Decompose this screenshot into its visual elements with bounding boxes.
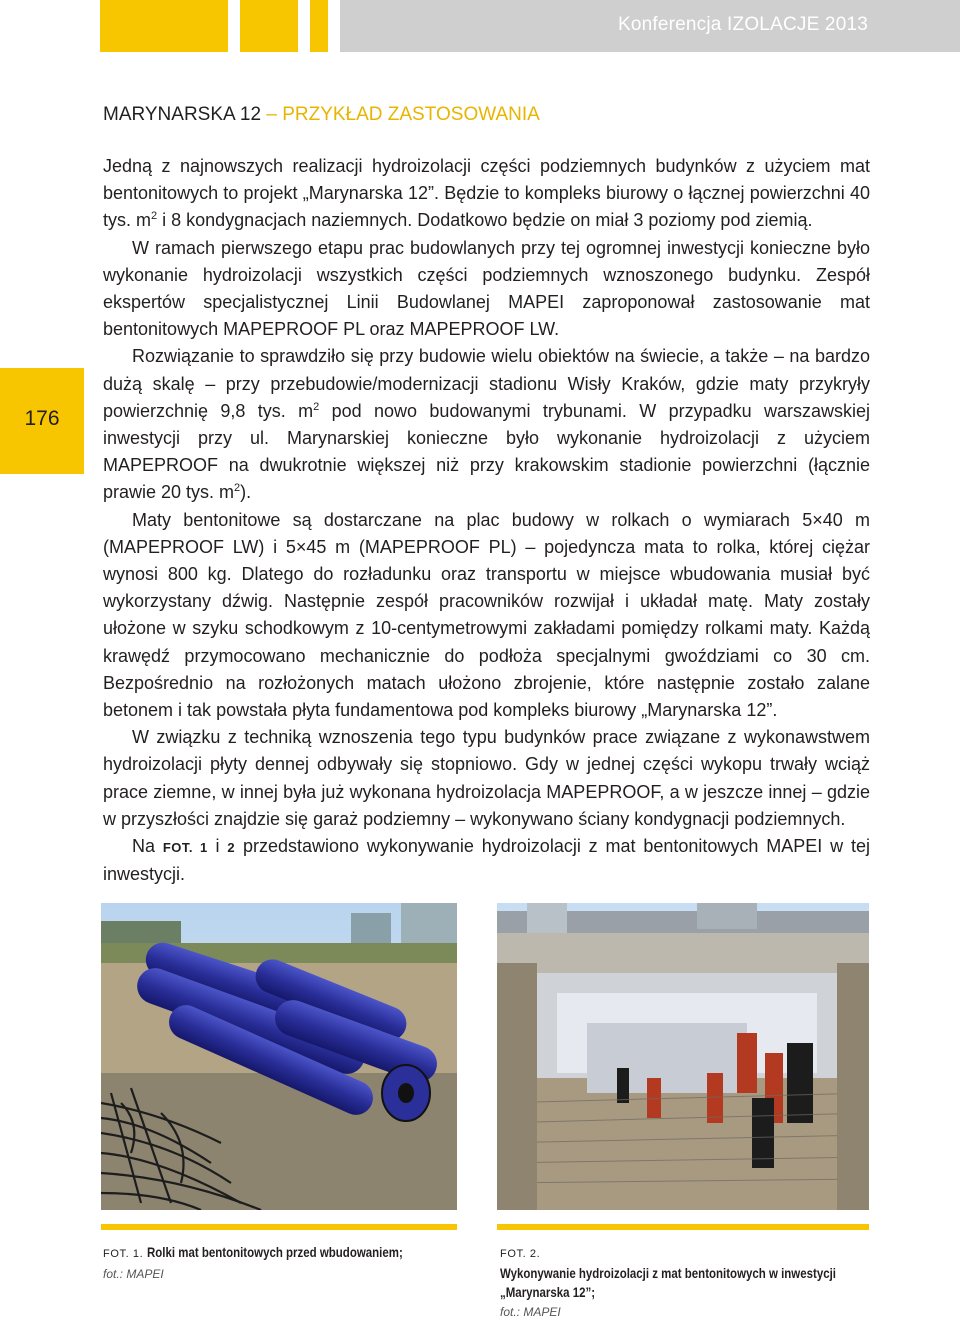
section-title-dash: –: [261, 104, 283, 125]
paragraph-4: Maty bentonitowe są dostarczane na plac budowy w rolkach o wymiarach 5×40 m (MAPEPROOF LW) i 5×45 m (MAPEPROOF PL) – pojedyncza mata to rolka, której ciężar wynosi 800 kg. Dlatego do rozładunku oraz transportu w miejsce wbudowania musiał być wykorzystany dźwig. Następnie zespół pracowników rozwijał i układał matę. Maty zostały ułożone w szyku schodkowym z 10-centymetrowymi zakładami pomiędzy rolkami maty. Każdą krawędź przymocowano mechanicznie do podłoża specjalnymi gwoździami co 30 cm. Bezpośrednio na rozłożonych matach ułożono zbrojenie, które następnie zostało zalane betonem i tak powstała płyta fundamentowa pod kompleks biurowy „Marynarska 12”.: [103, 509, 870, 721]
paragraph-text: ).: [240, 482, 252, 503]
figure-reference: FOT. 1: [162, 840, 208, 856]
paragraph-text: Jedną z najnowszych realizacji hydroizolacji części podziemnych budynków z użyciem mat bentonitowych to projekt „Marynarska 12”. Będzie to kompleks biurowy o łącznej powierzchni 40 tys. m: [103, 156, 870, 231]
photo-caption-2: [500, 1243, 880, 1322]
paragraph-5: W związku z techniką wznoszenia tego typu budynków prace związane z wykonawstwem hydroizolacji płyty dennej odbywały się stopniowo. Gdy w jednej części wykopu trwały wciąż prace ziemne, w innej była już wykonana hydroizolacja MAPEPROOF, a w jeszcze innej – gdzie w przyszłości znajdzie się garaż podziemny – wykonywano ściany kondygnacji podziemnych.: [103, 727, 870, 829]
caption-credit: fot.: MAPEI: [103, 1267, 164, 1281]
article-body: [103, 153, 870, 888]
section-title-sub: PRZYKŁAD ZASTOSOWANIA: [282, 104, 540, 125]
superscript: 2: [151, 210, 158, 223]
caption-text: Wykonywanie hydroizolacji z mat bentonitowych w inwestycji „Marynarska 12”;: [500, 1265, 836, 1300]
caption-label: FOT. 2.: [500, 1248, 541, 1260]
paragraph-text: i 8 kondygnacjach naziemnych. Dodatkowo będzie on miał 3 poziomy pod ziemią.: [157, 210, 813, 231]
header-accent-bar: [240, 0, 298, 52]
photo-construction-site: [497, 903, 869, 1210]
paragraph-text: Na: [132, 836, 163, 857]
paragraph-3: [103, 343, 870, 506]
paragraph-text: i: [207, 836, 228, 857]
caption-rule: [101, 1224, 457, 1230]
paragraph-text: Rozwiązanie to sprawdziło się przy budowie wielu obiektów na świecie, a także – na bardzo dużą skalę – przy przebudowie/modernizacji stadionu Wisły Kraków, gdzie maty przykryły powierzchnię 9,8 tys. m: [103, 346, 870, 421]
caption-credit: fot.: MAPEI: [500, 1305, 561, 1319]
header-accent-bar: [100, 0, 228, 52]
paragraph-2: W ramach pierwszego etapu prac budowlanych przy tej ogromnej inwestycji konieczne było wykonanie hydroizolacji wszystkich części podziemnych wznoszonego budynku. Zespół ekspertów specjalistycznej Linii Budowlanej MAPEI zaproponował zastosowanie mat bentonitowych MAPEPROOF PL oraz MAPEPROOF LW.: [103, 237, 870, 340]
caption-text: Rolki mat bentonitowych przed wbudowaniem;: [147, 1244, 403, 1260]
paragraph-text: pod nowo budowanymi trybunami. W przypadku warszawskiej inwestycji przy ul. Marynarskiej konieczne było wykonanie hydroizolacji z użyciem MAPEPROOF na dwukrotnie większej niż przy krakowskim stadionie powierzchni (łącznie prawie 20 tys. m: [103, 400, 871, 503]
section-title-main: MARYNARSKA 12: [103, 104, 262, 125]
superscript: 2: [313, 400, 320, 413]
section-title: [103, 104, 540, 126]
caption-rule: [497, 1224, 869, 1230]
caption-label: FOT. 1.: [103, 1248, 144, 1260]
superscript: 2: [234, 482, 241, 495]
header-accent-bar: [310, 0, 328, 52]
paragraph-text: przedstawiono wykonywanie hydroizolacji z mat bentonitowych MAPEI w tej inwestycji.: [103, 836, 870, 885]
figure-reference: 2: [227, 840, 236, 856]
conference-title: Konferencja IZOLACJE 2013: [617, 14, 868, 35]
paragraph-6: [103, 833, 870, 888]
photo-caption-1: [103, 1243, 463, 1284]
photo-bentonite-rolls: [101, 903, 457, 1210]
paragraph-1: [103, 153, 870, 235]
page-number: 176: [24, 407, 60, 430]
